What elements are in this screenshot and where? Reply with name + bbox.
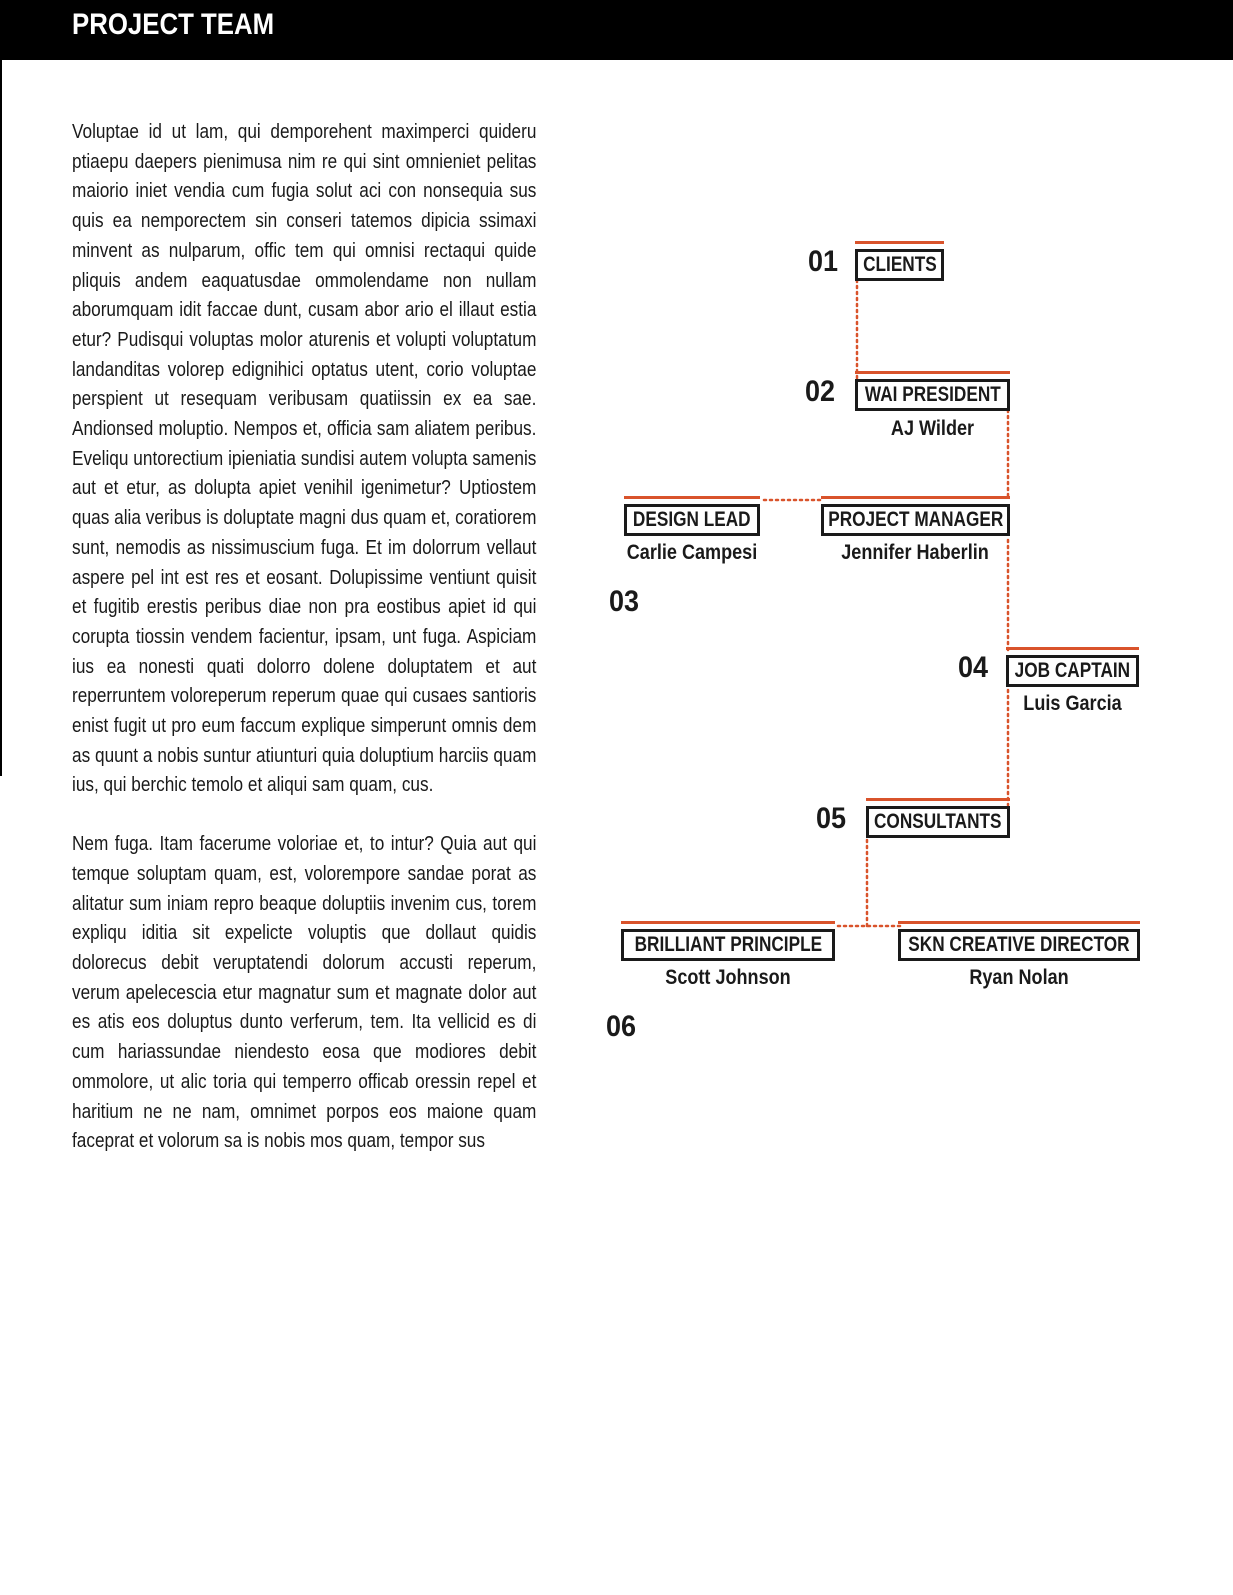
node-box [855,379,1010,411]
person-name: Scott Johnson [665,966,791,989]
role-label: PROJECT MANAGER [827,508,1004,531]
step-number-05: 05 [816,802,847,835]
person-name: Carlie Campesi [626,541,758,564]
node-brilliant-principle [621,921,835,963]
node-consultants [866,798,1010,840]
node-box [624,504,760,536]
page-title: PROJECT TEAM [72,8,275,41]
role-label: SKN CREATIVE DIRECTOR [908,933,1130,956]
node-accent-line [898,921,1140,924]
step-number-04: 04 [958,651,989,684]
step-number-03: 03 [609,585,640,618]
left-margin-rule [0,60,2,776]
step-number-02: 02 [805,375,836,408]
node-box [855,249,944,281]
node-project-manager [821,496,1010,538]
node-job-captain [1006,647,1139,689]
person-name: Luis Garcia [1023,692,1122,715]
node-accent-line [855,241,944,244]
header-bar [0,0,1233,60]
node-accent-line [621,921,835,924]
role-label: DESIGN LEAD [633,508,751,531]
role-label: JOB CAPTAIN [1014,659,1131,682]
node-box [821,504,1010,536]
person-name: Jennifer Haberlin [841,541,989,564]
step-number-01: 01 [808,245,839,278]
role-label: CLIENTS [862,253,937,276]
node-design-lead [624,496,760,538]
role-label: CONSULTANTS [874,810,1002,833]
node-accent-line [855,371,1010,374]
person-name: AJ Wilder [890,417,975,440]
node-box [1006,655,1139,687]
node-box [866,806,1010,838]
node-skn-creative-director [898,921,1140,963]
node-accent-line [866,798,1010,801]
node-clients [855,241,944,283]
node-accent-line [1006,647,1139,650]
node-accent-line [821,496,1010,499]
step-number-06: 06 [606,1010,637,1043]
node-box [898,929,1140,961]
body-text-column [72,118,536,1157]
body-paragraph: Voluptae id ut lam, qui demporehent maximperci quideru ptiaepu daepers pienimusa nim re qui sint omnieniet pelitas maiorio iniet vendia cum fugia solut aci con nonsequia sus quis ea nemporectem sin conseri tatemos dipicia ssimaxi minvent as nulparum, offic tem qui omnisi rectaqui quide pliquis andem eaquatusdae ommolendame non nullam aborumquam idit faccae dunt, cusam abor ario el illaut estia etur? Pudisqui voluptas molor aturenis et volupti voluptatum landanditas volorep edignihici optatus utent, corio voluptae perspient ut resequam veribusam quatiissin ex ea sae. Andionsed moluptio. Nempos et, officia sam aliatem peribus. Eveliqu untorectium ipieniatia sundisi autem volupta samenis aut et etur, as dolupta apiet venihil igenimetur? Uptiostem quas alia veribus is doluptate magni dus quam et, coratiorem sunt, nemodis as nissimuscium fuga. Et im dolorrum vellaut aspere pel int est res et eosant. Dolupissime ventiunt quisit et fugitib erestis peribus diae non pra eostibus apiet id qui corupta tiossin vendem facientur, ipsam, unt fuga. Aspiciam ius ea nonesti quati dolorro dolene doluptatem et aut reperruntem voloreperum reperum quae qui cusaes santioris enist fugit ut pro eum faccum explique simperunt omnis dem as quunt a nobis suntur atiunturi quia doluptium harciis quam ius, qui berchic temolo et aliqui sam quam, cus. [72,121,537,797]
role-label: BRILLIANT PRINCIPLE [634,933,822,956]
role-label: WAI PRESIDENT [864,383,1001,406]
node-box [621,929,835,961]
body-paragraph: Nem fuga. Itam facerume voloriae et, to intur? Quia aut qui temque soluptam quam, est, volorempore sandae porat as alitatur sum iniam repro beaque doluptiis invenim cus, torem expliqu iditia sit expelicte voluptis que dollaut quidis dolorecus debit veruptatendi dolorum accusti reperum, verum apelecescia etur magnatur sum et magnate dolor aut es atis eos doluptus dunto verferum, tem. Ita vellicid es di cum hariassundae niendesto eosa que modiores debit ommolore, ut alic toria qui temperro officab oressin repel et haritium ne ne nam, omnimet porpos eos maione quam faceprat et volorum sa is nobis mos quam, tempor sus [72,833,537,1153]
node-wai-president [855,371,1010,413]
node-accent-line [624,496,760,499]
person-name: Ryan Nolan [969,966,1069,989]
